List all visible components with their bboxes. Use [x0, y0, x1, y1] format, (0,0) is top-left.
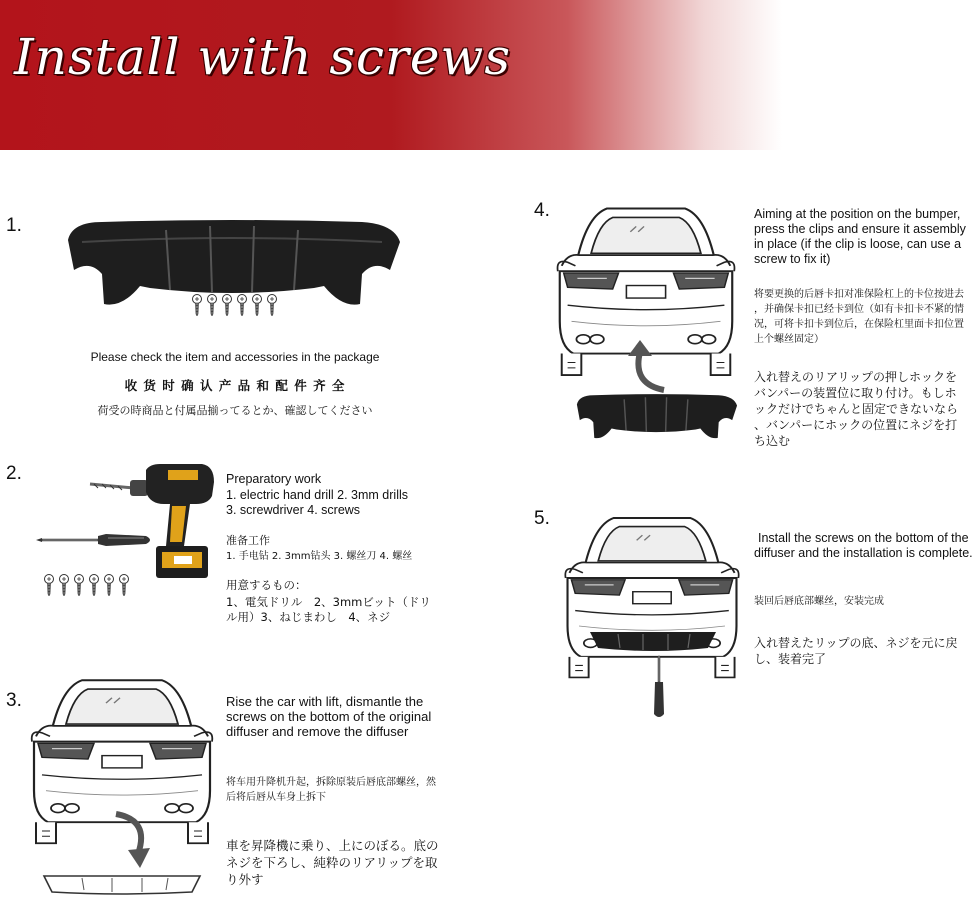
step-2-title: Preparatory work — [226, 472, 322, 486]
step-4-zh-line1: 将要更换的后唇卡扣对准保险杠上的卡位按进去 — [754, 289, 964, 300]
step-4-ja-line1: 入れ替えのリアリップの押しホックを — [754, 370, 958, 384]
diffuser-illustration-step4 — [574, 390, 738, 442]
step-5-zh-line1: 装回后唇底部螺丝，安装完成 — [754, 596, 884, 607]
step-4-en-line2: press the clips and ensure it assembly — [754, 222, 966, 236]
step-5-en-line1: Install the screws on the bottom of the — [758, 531, 969, 545]
step-4-ja-line3: ックだけでちゃんと固定できないなら — [754, 402, 959, 416]
step-2-ja-line1: 1、電気ドリル 2、3mmビット（ドリ — [226, 595, 431, 609]
step-4-ja-line4: 、バンパーにホックの位置にネジを打 — [754, 418, 958, 432]
step-4-zh-line3: 况，可将卡扣卡到位后，在保险杠里面卡扣位置 — [754, 319, 964, 330]
step-2-line1: 1. electric hand drill 2. 3mm drills — [226, 488, 409, 502]
step-5-en-line2: diffuser and the installation is complete. — [754, 546, 973, 560]
drill-icon — [90, 462, 220, 582]
header-banner — [0, 0, 978, 150]
step-1-japanese: 荷受の時商品と付属品揃ってるとか、確認してください — [97, 404, 373, 417]
step-4-zh-line2: ，并确保卡扣已经卡到位（如有卡扣卡不紧的情 — [754, 304, 964, 315]
screwdriver-icon — [36, 526, 156, 556]
step-3-en-line3: diffuser and remove the diffuser — [226, 724, 409, 739]
step-2-ja-title: 用意するもの： — [226, 578, 307, 592]
step-5-number: 5. — [534, 508, 550, 529]
step-5-ja-line2: し、装着完了 — [754, 652, 827, 666]
step-2-line2: 3. screwdriver 4. screws — [226, 503, 361, 517]
step-1-number: 1. — [6, 215, 22, 236]
step-4-en-line1: Aiming at the position on the bumper, — [754, 207, 961, 221]
step-4-zh-line4: 上个螺丝固定） — [754, 334, 824, 345]
curved-arrow-icon-step4 — [624, 340, 674, 394]
step-3-en-line1: Rise the car with lift, dismantle the — [226, 694, 424, 709]
step-3-ja-line3: り外す — [226, 872, 264, 887]
installed-diffuser — [588, 628, 718, 654]
banner-title: Install with screws — [14, 28, 511, 86]
step-3-ja-line1: 車を昇降機に乗り、上にのぼる。底の — [226, 838, 439, 853]
screw-set-step1 — [192, 294, 282, 318]
step-1-chinese: 收 货 时 确 认 产 品 和 配 件 齐 全 — [124, 378, 346, 393]
step-4-ja-line2: バンパーの装置位に取り付け。もしホ — [754, 386, 957, 400]
step-2-zh-line: 1. 手电钻 2. 3mm钻头 3. 螺丝刀 4. 螺丝 — [226, 551, 413, 562]
step-2-number: 2. — [6, 463, 22, 484]
step-4-en-line4: screw to fix it) — [754, 252, 831, 266]
step-4-ja-line5: ち込む — [754, 434, 791, 448]
step-3-en-line2: screws on the bottom of the original — [226, 709, 432, 724]
step-2-zh-title: 准备工作 — [226, 534, 270, 547]
step-3-ja-line2: ネジを下ろし、純粋のリアリップを取 — [226, 855, 438, 870]
screw-set-step2 — [44, 574, 139, 598]
screwdriver-icon-step5 — [652, 656, 666, 718]
curved-arrow-icon-step3 — [106, 810, 156, 870]
step-2-ja-line2: ル用）3、ねじまわし 4、ネジ — [226, 610, 391, 624]
step-4-en-line3: in place (if the clip is loose, can use a — [754, 237, 962, 251]
step-5-ja-line1: 入れ替えたリップの底、ネジを元に戻 — [754, 636, 958, 650]
step-3-zh-line1: 将车用升降机升起，拆除原装后唇底部螺丝，然 — [226, 777, 436, 788]
step-4-number: 4. — [534, 200, 550, 221]
step-3-number: 3. — [6, 690, 22, 711]
step-1-english: Please check the item and accessories in the package — [90, 350, 380, 364]
original-diffuser-outline — [42, 868, 202, 898]
step-3-zh-line2: 后将后唇从车身上拆下 — [226, 792, 326, 803]
